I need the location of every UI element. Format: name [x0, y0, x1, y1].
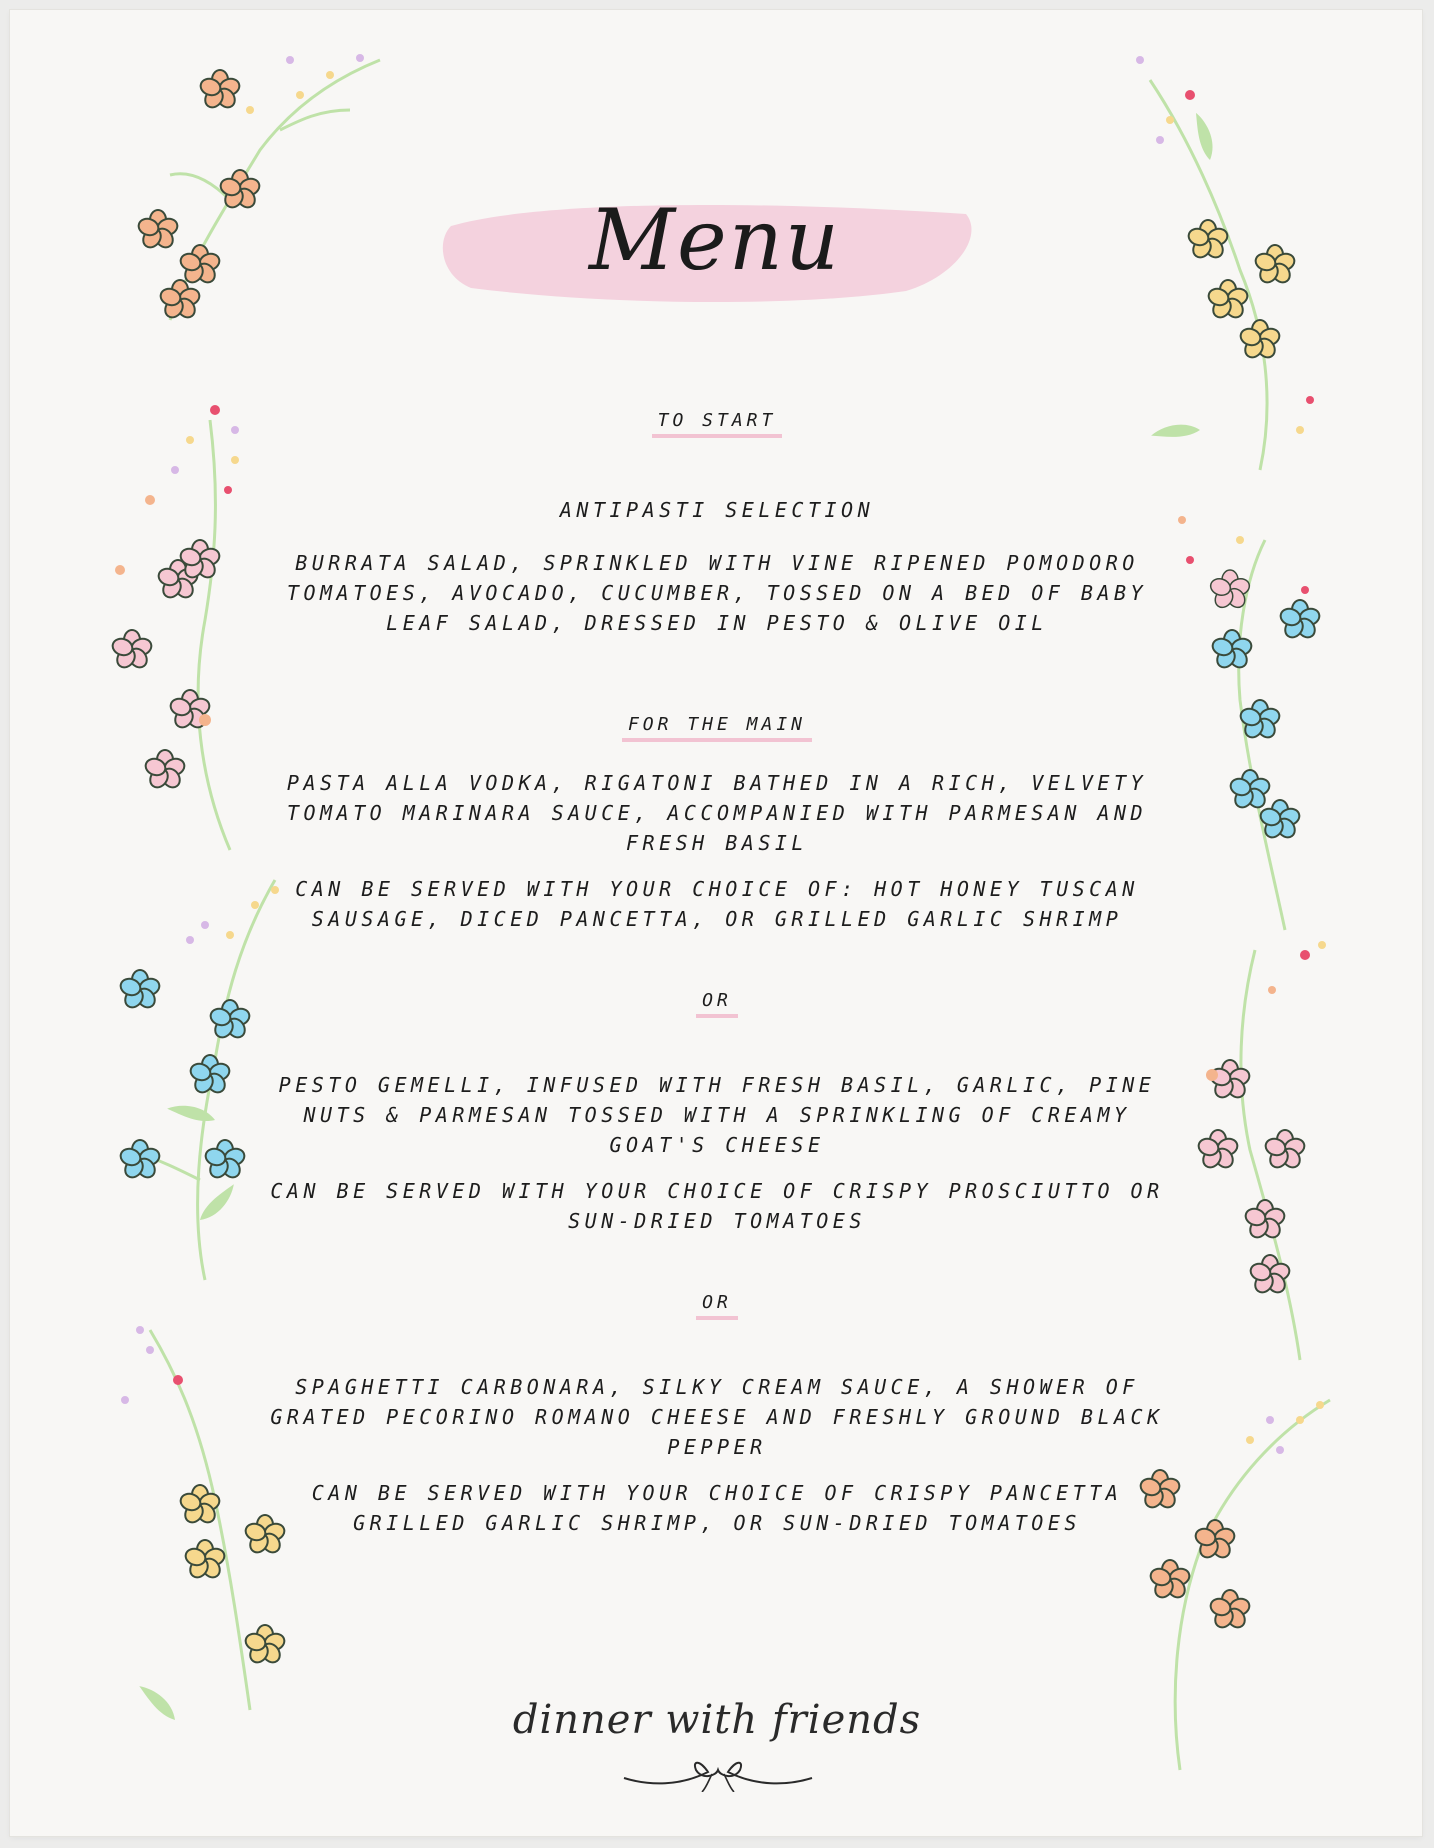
ribbon-bow-icon [620, 1752, 816, 1792]
dish-extras-pesto-gemelli: CAN BE SERVED WITH YOUR CHOICE OF CRISPY PROSCIUTTO OR SUN-DRIED TOMATOES [270, 1179, 1164, 1233]
footer-tagline: dinner with friends [512, 1697, 922, 1743]
divider-or-2 [270, 1294, 1164, 1320]
divider-or-1-label: OR [696, 992, 738, 1018]
dish-desc-pasta-vodka: PASTA ALLA VODKA, RIGATONI BATHED IN A RICH, VELVETY TOMATO MARINARA SAUCE, ACCOMPANIED WITH PARMESAN AND FRESH BASIL [286, 771, 1148, 855]
heading-to-start-label: TO START [652, 412, 783, 438]
dish-desc-burrata: BURRATA SALAD, SPRINKLED WITH VINE RIPENED POMODORO TOMATOES, AVOCADO, CUCUMBER, TOSSED ON A BED OF BABY LEAF SALAD, DRESSED IN PESTO & OLIVE OIL [286, 551, 1148, 635]
dish-desc-carbonara: SPAGHETTI CARBONARA, SILKY CREAM SAUCE, A SHOWER OF GRATED PECORINO ROMANO CHEESE AND FRESHLY GROUND BLACK PEPPER [270, 1375, 1164, 1459]
dish-extras-pasta-vodka: CAN BE SERVED WITH YOUR CHOICE OF: HOT HONEY TUSCAN SAUSAGE, DICED PANCETTA, OR GRILLED GARLIC SHRIMP [295, 877, 1139, 931]
dish-extras-carbonara: CAN BE SERVED WITH YOUR CHOICE OF CRISPY PANCETTA GRILLED GARLIC SHRIMP, OR SUN-DRIED TOMATOES [311, 1481, 1123, 1535]
menu-title: Menu [589, 191, 841, 289]
dish-title-antipasti: ANTIPASTI SELECTION [559, 498, 875, 522]
heading-to-start [270, 412, 1164, 438]
divider-or-2-label: OR [696, 1294, 738, 1320]
heading-for-the-main-label: FOR THE MAIN [622, 716, 812, 742]
dish-desc-pesto-gemelli: PESTO GEMELLI, INFUSED WITH FRESH BASIL, GARLIC, PINE NUTS & PARMESAN TOSSED WITH A SPRINKLING OF CREAMY GOAT'S CHEESE [278, 1073, 1156, 1157]
divider-or-1 [270, 992, 1164, 1018]
heading-for-the-main [270, 716, 1164, 742]
menu-title-block [430, 170, 1000, 320]
